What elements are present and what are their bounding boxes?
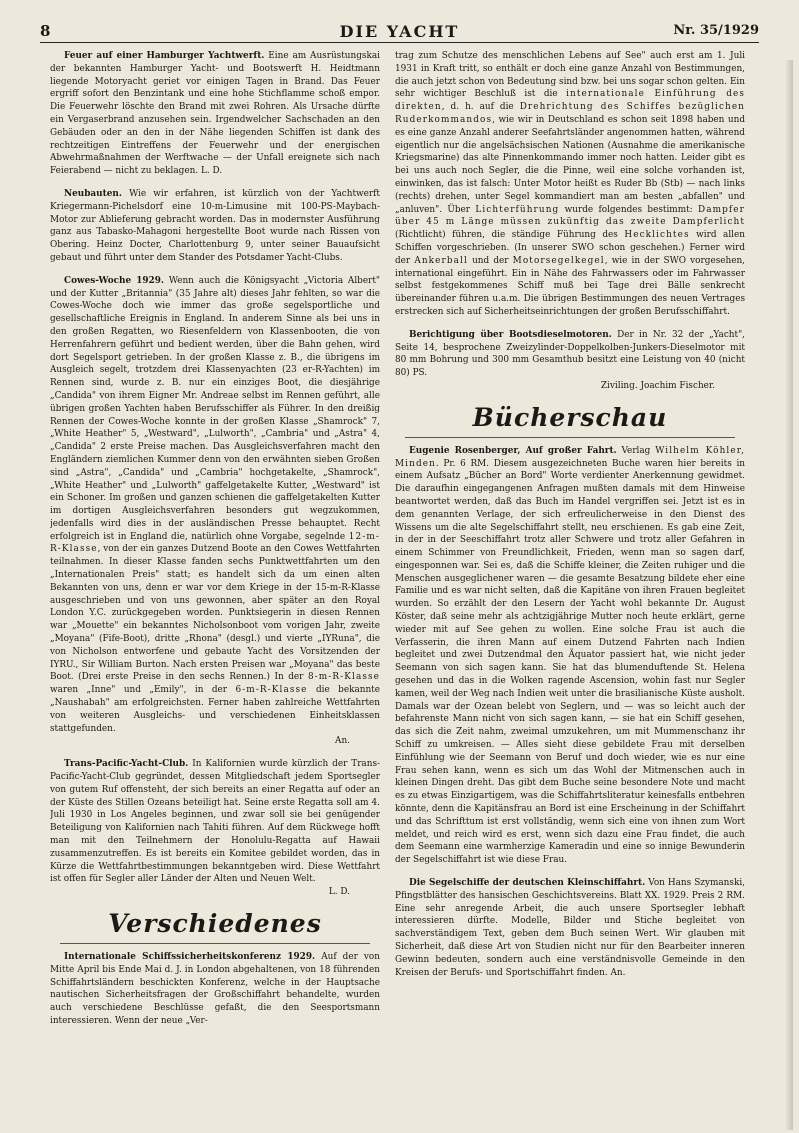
review-kleinschiffahrt <box>395 877 745 979</box>
article-feuer-body: Eine am Ausrüstungskai der bekannten Hamburger Yacht- und Bootswerft H. Heidtmann liegende Motoryacht geriet vor einigen Tagen in Brand. Das Feuer ergriff sofort den Benzintank und eine hohe Stichflamme schoß empor. Die Feuerwehr löschte den Brand mit zwei Rohren. Als Ursache dürfte ein Vergaserbrand anzusehen sein. Irgendwelcher Sachschaden an den Gebäuden oder an den in der Nähe liegenden Schiffen ist dank des rechtzeitigen Eintreffens der Feuerwehr und der energischen Abwehrmaßnahmen der Werftwache — der Unfall ereignete sich nach Feierabend — nicht zu beklagen. <box>50 51 380 177</box>
article-cowes-signature: An. <box>335 736 350 747</box>
article-konferenz-body: Auf der von Mitte April bis Ende Mai d. J. in London abgehaltenen, von 18 führenden Schiffahrtsländern beschickten Konferenz, welche in der Hauptsache nautischen Sicherheitsfragen der Großschiffahrt behandelte, wurden auch verschiedene Beschlüsse gefaßt, die den Seesportsmann interessieren. Wenn der neue „Ver- <box>50 952 380 1026</box>
review-rosenberger-publisher: Wilhelm Köhler, Minden <box>395 445 745 469</box>
article-berichtigung-signature: Ziviling. Joachim Fischer. <box>600 380 715 391</box>
review-rosenberger-body: Diesem ausgezeichneten Buche waren hier bereits in einem Aufsatz „Bücher an Bord" Worte verdienter Anerkennung gewidmet. Die daraufhin eingegangenen Anfragen mußten damals mit dem Hinweise beantwortet werden, daß das Buch im Handel vergriffen sei. Jetzt ist es in dem genannten Verlage, der sich erfreulicherweise in den Dienst des Wissens um die alte Segelschiffahrt stellt, neu erschienen. Es gab eine Zeit, in der in der Seeschiffahrt trotz aller Schwere und trotz aller Gefahren in einem Schimmer von Freundlichkeit, Frieden, wenn man so sagen darf, eingesponnen war. Sei es, daß die Schiffe kleiner, die Zeiten ruhiger und die Menschen ausgeglichener waren — die gesamte Besatzung bildete eher eine Familie und es war nicht selten, daß die Kapitäne von ihren Frauen begleitet wurden. So erzählt der den Lesern der Yacht wohl bekannte Dr. August Köster, daß seine mehr als achtzigjährige Mutter noch heute erklärt, gerne wieder mit auf See gehen zu wollen. Eine solche Frau ist auch die Verfasserin, die ihren Mann auf einem Dutzend Fahrten nach Indien begleitet und zwei Dutzendmal den Äquator passiert hat, wie nicht jeder Seemann von sich sagen kann. Sie hat das blumenduftende St. Helena gesehen und das in die Wolken ragende Ascension, wohin fast nur Segler kamen, weil der Weg nach Indien weit unter die brasilianische Küste ausholt. Damals war der Ozean belebt von Seglern, und — was so leicht auch der befahrenste Mann nicht von sich sagen kann, — sie hat ein Schiff gesehen, das sich die Zeit nahm, zweimal umzukehren, um mit Mummenschanz ihr Schiff zu umkreisen. — Alles sieht diese gebildete Frau mit derselben Einfühlung wie der Seemann von Beruf und doch wieder, wie es nur eine Frau sehen kann, wenn es sich um das Wohl der Mitmenschen auch in kleinen Dingen dreht. Das gibt dem Buche seine besondere Note und macht es zu etwas Einzigartigem, was die Schiffahrtsliteratur keinesfalls entbehren könnte, denn die Kapitänsfrau an Bord ist eine Erscheinung in der Schiffahrt und das Schrifttum ist erst vollständig, wenn sich eine von ihnen zum Wort meldet, und reich wird es erst, wenn sich dazu eine Frau findet, die auch dem Seemann eine warmherzige Kameradin und eine so innige Bewunderin der Segelschiffahrt ist wie diese Frau. <box>395 458 745 866</box>
article-cowes <box>50 275 380 748</box>
article-berichtigung-heading: Berichtigung über Bootsdieselmotoren. <box>409 329 612 340</box>
right-column <box>395 50 745 1125</box>
review-kleinschiffahrt-signature: An. <box>610 967 626 978</box>
left-column <box>50 50 380 1125</box>
article-cowes-body-b: , von der ein ganzes Dutzend Boote an den Cowes Wettfahrten teilnahmen. In dieser Klasse fanden sechs Punktwettfahrten um den „Internationalen Preis" statt; es handelt sich da um einen alten Bekannten von uns, denn er war vor dem Kriege in der 15-m-R-Klasse ausgeschrieben und von uns gewonnen, aber später an den Royal London Y.C. zurückgegeben worden. Punktsiegerin in diesen Rennen war „Mouette" ein bekanntes Nicholsonboot vom vorigen Jahr, zweite „Moyana" (Fife-Boot), dritte „Rhona" (desgl.) und vierte „IYRuna", die von Nicholson entworfene und gebaute Yacht des Vorsitzenden der IYRU., Sir William Burton. Nach ersten Preisen war „Moyana" das beste Boot. (Drei erste Preise in den sechs Rennen.) In der <box>50 544 380 683</box>
article-transpacific-signature: L. D. <box>328 887 350 898</box>
page-header <box>40 22 759 43</box>
article-neubauten-body: Wie wir erfahren, ist kürzlich von der Yachtwerft Kriegermann-Pichelsdorf eine 10-m-Limusine mit 100-PS-Maybach-Motor zur Ablieferung gebracht worden. Das in modernster Ausführung ganz aus Tabasko-Mahagoni hergestellte Boot wurde nach Rissen von Obering. Heinz Docter, Charlottenburg 9, unter seiner Bauaufsicht gebaut und führt unter dem Stander des Potsdamer Yacht-Clubs. <box>50 188 380 263</box>
class-8m-r: 8-m-R-Klasse <box>307 672 380 683</box>
article-cowes-body-d: die bekannte „Naushabah" am erfolgreichsten. Ferner haben zahlreiche Wettfahrten von weiteren Ausgleichs- und verschiedenen Einheitsklassen stattgefunden. <box>50 685 380 734</box>
article-berichtigung-body: Der in Nr. 32 der „Yacht", Seite 14, besprochene Zweizylinder-Doppelkolben-Junkers-Dieselmotor mit 80 mm Bohrung und 300 mm Gesamthub besitzt eine Leistung von 40 (nicht 80) PS. <box>395 329 745 379</box>
konferenz-text-3: , wie wir in Deutschland es schon seit 1898 haben und es eine ganze Anzahl anderer Seefahrtsländer angenommen hatten, während eigentlich nur die angelsächsischen Nationen (Ausnahme die amerikanische Kriegsmarine) das alte Pinnenkommando immer noch hatten. Leider gibt es bei uns auch noch Segler, die die Pinne, weil eine solche vorhanden ist, einwinken, das ist falsch: Unter Motor heißt es Ruder Bb (Stb) — nach links (rechts) drehen, unter Segel kommandiert man am besten „abfallen" und „anluven". Über <box>395 114 745 215</box>
konferenz-text-8: , wie in der SWO vorgesehen, international eingeführt. Ein in Nähe des Fahrwassers oder im Fahrwasser selbst festgekommenes Schiff muß bei Tage drei Bälle senkrecht übereinander führen u.a.m. Die übrigen Bestimmungen des neuen Vertrages erstrecken sich auf Sicherheitseinrichtungen der großen Berufsschiffahrt. <box>395 255 745 317</box>
article-transpacific-body: In Kalifornien wurde kürzlich der Trans-Pacific-Yacht-Club gegründet, dessen Mitgliedschaft jedem Sportsegler von gutem Ruf offensteht, der sich bereits an einer Regatta auf oder an der Küste des Stillen Ozeans beteiligt hat. Seine erste Regatta soll am 4. Juli 1930 in Los Angeles beginnen, und zwar soll sie bei genügender Beteiligung von Kalifornien nach Tahiti führen. Auf dem Rückwege hofft man mit den Teilnehmern der Honolulu-Regatta auf Hawaii zusammenzutreffen. Es ist bereits ein Komitee gebildet worden, das in Kürze die Wettfahrtbestimmungen bekanntgeben wird. Diese Wettfahrt ist offen für Segler aller Länder der Alten und Neuen Welt. <box>50 759 380 885</box>
article-feuer <box>50 50 380 178</box>
konferenz-emphasis-2: Drehrichtung des Schiffes bezüglichen Ruderkommandos <box>395 102 745 125</box>
article-cowes-heading: Cowes-Woche 1929. <box>64 275 164 286</box>
article-konferenz-continued <box>395 50 745 319</box>
review-rosenberger-price: . Pr. 6 RM. <box>435 458 490 469</box>
konferenz-text-6: wird allen Schiffen vorgeschrieben. (In unserer SWO schon geschehen.) Ferner wird der <box>395 230 745 266</box>
article-transpacific-heading: Trans-Pacific-Yacht-Club. <box>64 759 189 770</box>
konferenz-text-2: , d. h. auf die <box>441 102 514 113</box>
class-6m-r: 6-m-R-Klasse <box>235 685 308 696</box>
konferenz-text-1: trag zum Schutze des menschlichen Lebens auf See" auch erst am 1. Juli 1931 in Kraft tritt, so enthält er doch eine ganze Anzahl von Bestimmungen, die auch jetzt schon von Bedeutung sind bzw. bei uns sogar schon gelten. Ein sehr wichtiger Beschluß ist die <box>395 51 745 100</box>
article-cowes-body-c: waren „Inne" und „Emily", in der <box>50 685 228 696</box>
class-12m-r: 12-m-R-Klasse <box>50 531 380 555</box>
page-number: 8 <box>40 22 51 40</box>
konferenz-emphasis-6: Ankerball <box>414 255 468 266</box>
review-rosenberger <box>395 445 745 867</box>
review-rosenberger-heading: Eugenie Rosenberger, Auf großer Fahrt. <box>409 445 617 456</box>
konferenz-text-5: (Richtlicht) führen, die ständige Führung des <box>395 230 618 241</box>
article-berichtigung <box>395 329 745 393</box>
article-feuer-signature: L. D. <box>200 166 223 177</box>
review-kleinschiffahrt-heading: Die Segelschiffe der deutschen Kleinschiffahrt. <box>409 878 646 889</box>
konferenz-emphasis-5: Hecklichtes <box>624 230 690 241</box>
konferenz-emphasis-1: internationale Einführung des direkten <box>395 89 745 113</box>
article-konferenz <box>50 951 380 1028</box>
section-title-verschiedenes: Verschiedenes <box>108 909 322 938</box>
article-neubauten-heading: Neubauten. <box>64 188 122 199</box>
issue-number: Nr. 35/1929 <box>673 23 759 38</box>
konferenz-emphasis-4: Dampfer über 45 m Länge müssen zukünftig das zweite Dampferlicht <box>395 204 745 228</box>
page-edge-shadow <box>785 60 793 1130</box>
journal-title: DIE YACHT <box>339 22 460 41</box>
article-neubauten <box>50 188 380 265</box>
konferenz-emphasis-3: Lichterführung <box>475 204 560 215</box>
review-rosenberger-publisher-label: Verlag <box>621 445 651 456</box>
konferenz-emphasis-7: Motorsegelkegel <box>512 255 605 266</box>
article-transpacific <box>50 758 380 899</box>
article-cowes-body-a: Wenn auch die Königsyacht „Victoria Albert" und der Kutter „Britannia" (35 Jahre alt) dieses Jahr fehlten, so war die Cowes-Woche doch wie immer das große segelsportliche und gesellschaftliche Ereignis in England. In anderem Sinne als bei uns in den großen Regatten, wo Riesenfeldern von Klassenbooten, die von Herrenfahrern geführt und bedient werden, über die Bahn gehen, wird dort Segelsport getrieben. In der großen Klasse z. B., die übrigens im Ausgleich segelt, trotzdem drei Klassenyachten (23 er-R-Yachten) im Rennen sind, wurde z. B. nur ein einziges Boot, die diesjährige „Candida" von ihrem Eigner Mr. Andreae selbst im Rennen geführt, alle übrigen großen Yachten haben Berufsschiffer als Führer. In den dreißig Rennen der Cowes-Woche konnte in der großen Klasse „Shamrock" 7, „White Heather" 5, „Westward", „Lulworth", „Cambria" und „Astra" 4, „Candida" 2 erste Preise machen. Das Ausgleichsverfahren macht den Engländern ziemlichen Kummer denn von den erwähnten sieben Großen sind „Astra", „Candida" und „Cambria" hochgetakelte, „Shamrock", „White Heather" und „Lulworth" gaffelgetakelte Kutter, „Westward" ist ein Schoner. Im großen und ganzen schienen die gaffelgetakelten Kutter im dortigen Ausgleichsverfahren besonders gut wegzukommen, jedenfalls wird dies in der ausländischen Presse behauptet. Recht erfolgreich ist in England die, natürlich ohne Vorgabe, segelnde <box>50 275 380 542</box>
konferenz-text-7: und der <box>472 255 509 266</box>
konferenz-text-4: wurde folgendes bestimmt: <box>564 204 693 215</box>
article-feuer-heading: Feuer auf einer Hamburger Yachtwerft. <box>64 51 265 61</box>
section-title-buecherschau: Bücherschau <box>472 402 668 432</box>
review-kleinschiffahrt-body: Von Hans Szymanski, Pfingstblätter des hansischen Geschichtsvereins. Blatt XX. 1929. Preis 2 RM. Eine sehr anregende Arbeit, die auch unsere Sportsegler lebhaft interessieren dürfte. Modelle, Bilder und Stiche begleitet von sachverständigem Text, geben dem Buch seinen Wert. Wir glauben mit Sicherheit, daß diese Art von Studien nicht nur für den Bearbeiter inneren Gewinn bedeuten, sondern auch eine verständnisvolle Gemeinde in den Kreisen der Berufs- und Sportschiffahrt finden. <box>395 878 745 978</box>
article-konferenz-heading: Internationale Schiffssicherheitskonferenz 1929. <box>64 952 316 962</box>
